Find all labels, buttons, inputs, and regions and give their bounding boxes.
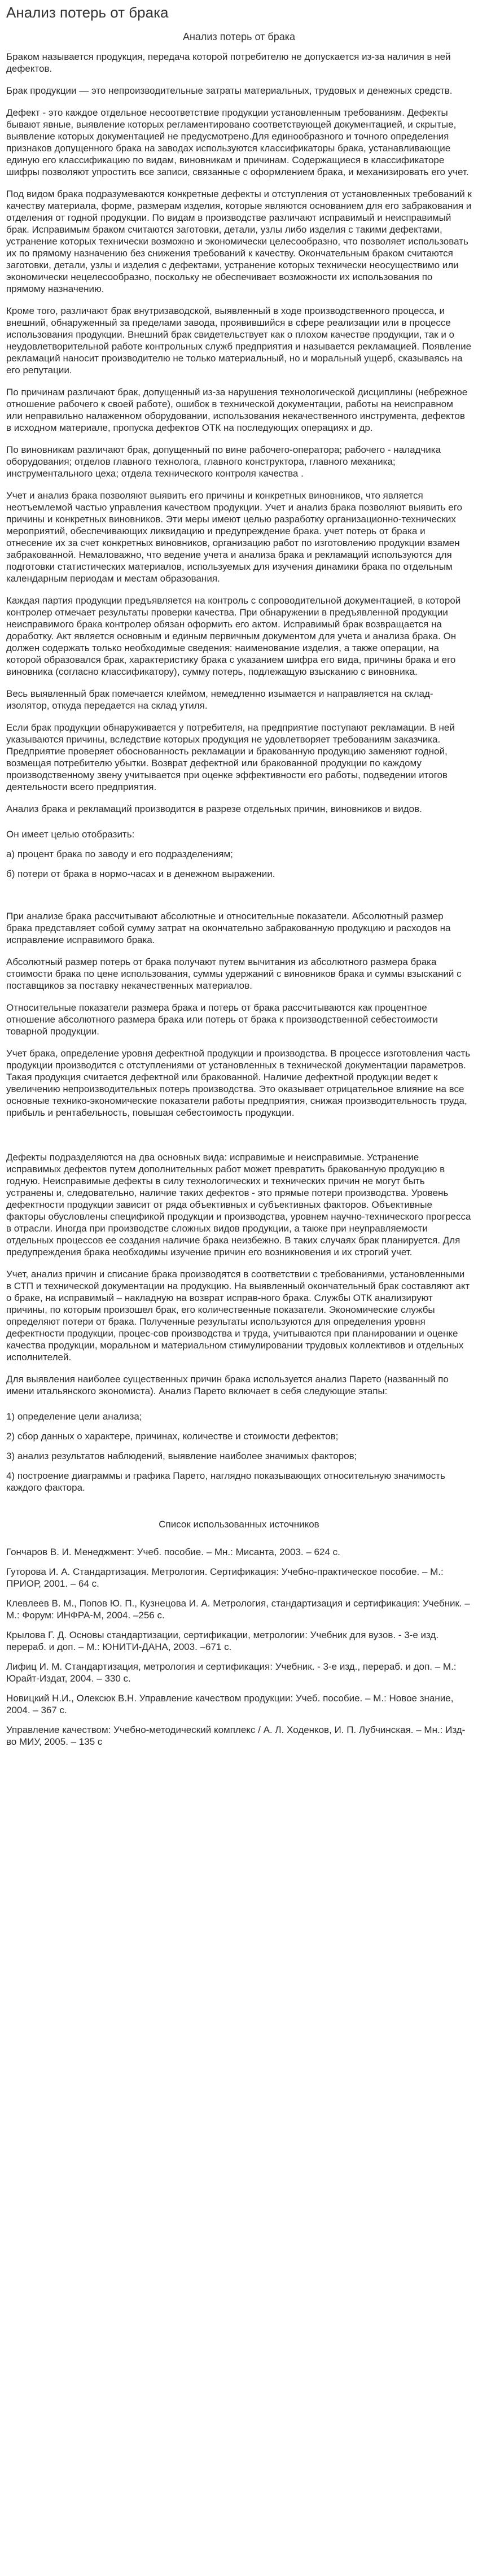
paragraph-culprits: По виновникам различают брак, допущенный по вине рабочего-оператора; рабочего - наладчика оборудования; отделов главного технолога, главного конструктора, главного механика; инструментального цеха; отдела технического контроля качества . xyxy=(6,444,441,479)
paragraph-intro-2: Брак продукции — это непроизводительные затраты материальных, трудовых и денежных средств. xyxy=(6,85,453,96)
page-title: Анализ потерь от брака xyxy=(6,4,169,21)
paragraph-claims: Если брак продукции обнаруживается у потребителя, на предприятие поступают рекламации. В ней указываются причины, вследствие которых продукция не удовлетворяет требованиям заказчика. Предприятие проверяет обоснованность рекламации и бракованную продукцию заменяют годной, возмещая потребителю убытки. Возврат дефектной или бракованной продукции по каждому производственному звену учитывается при оценке эффективности его работы, подведении итогов деятельности всего предприятия. xyxy=(6,722,455,792)
pareto-step: 4) построение диаграммы и графика Парето, наглядно показывающих относительную значимость каждого фактора. xyxy=(6,1470,445,1493)
paragraph-intro-3: Дефект - это каждое отдельное несоответствие продукции установленным требованиям. Дефекты бывают явные, выявление которых регламентировано соответствующей документацией, и скрытые, выявление которых документацией не предусмотрено.Для единообразного и точного определения признаков допущенного брака на заводах используются классификаторы брака, устанавливающие единую его классификацию по видам, виновникам и причинам. Содержащиеся в классификаторе шифры позволяют упростить все записи, связанные с оформлением брака, и механизировать его учет. xyxy=(6,107,469,177)
references-heading: Список использованных источников xyxy=(159,1519,319,1530)
reference-item: Лифиц И. М. Стандартизация, метрология и сертификация: Учебник. - 3-е изд., перераб. и доп. – М.: Юрайт-Издат, 2004. – 330 с. xyxy=(6,1661,457,1684)
paragraph-absolute-losses: Абсолютный размер потерь от брака получают путем вычитания из абсолютного размера брака стоимости брака по цене использования, суммы удержаний с виновников брака и суммы взысканий с поставщиков за поставку некачественных материалов. xyxy=(6,957,462,991)
document-page xyxy=(0,3,478,1748)
reference-item: Управление качеством: Учебно-методический комплекс / А. Л. Ходенков, И. П. Лубчинская. – Мн.: Изд-во МИУ, 2005. – 135 с xyxy=(6,1724,466,1747)
reference-item: Клевлеев В. М., Попов Ю. П., Кузнецова И. А. Метрология, стандартизация и сертификация: Учебник. – М.: Форум: ИНФРА-М, 2004. –256 с. xyxy=(6,1598,470,1621)
paragraph-internal-external: Кроме того, различают брак внутризаводской, выявленный в ходе производственного процесса, и внешний, обнаруженный за пределами завода, проявившийся в сфере реализации или в процессе использования продукции. Внешний брак свидетельствует как о плохом качестве продукции, так и о неудовлетворительной работе контрольных служб предприятия и называется рекламацией. Появление рекламаций наносит производителю не только материальный, но и моральный ущерб, сказываясь на его репутации. xyxy=(6,305,472,376)
paragraph-defect-kinds: Дефекты подразделяются на два основных вида: исправимые и неисправимые. Устранение исправимых дефектов путем дополнительных работ может превратить бракованную продукцию в годную. Неисправимые дефекты в силу технологических и технических причин не могут быть устранены и, следовательно, наличие таких дефектов - это прямые потери производства. Уровень дефектности продукции зависит от ряда объективных и субъективных факторов. Объективные факторы обусловлены спецификой продукции и производства, уровнем научно-технического прогресса в отрасли. Иногда при производстве сложных видов продукции, а также при неуправляемости отдельных процессов ее создания наличие брака неизбежно. В таких случаях брак планируется. Для предупреждения брака необходимы изучение причин его возникновения и их строгий учет. xyxy=(6,1152,471,1258)
paragraph-absolute: При анализе брака рассчитывают абсолютные и относительные показатели. Абсолютный размер брака представляет собой сумму затрат на окончательно забракованную продукцию и расходов на исправление исправимого брака. xyxy=(6,911,451,945)
paragraph-relative: Относительные показатели размера брака и потерь от брака рассчитываются как процентное отношение абсолютного размера брака или потерь от брака к производственной себестоимости товарной продукции. xyxy=(6,1002,438,1037)
reference-item: Гуторова И. А. Стандартизация. Метрология. Сертификация: Учебно-практическое пособие. – М.: ПРИОР, 2001. – 64 с. xyxy=(6,1566,444,1589)
indicator-item: б) потери от брака в нормо-часах и в денежном выражении. xyxy=(6,868,275,879)
indicator-item: а) процент брака по заводу и его подразделениям; xyxy=(6,849,233,859)
document-subtitle: Анализ потерь от брака xyxy=(182,31,296,42)
paragraph-accounting: Учет и анализ брака позволяют выявить его причины и конкретных виновников, что является неотъемлемой частью управления качеством продукции. Учет и анализ брака позволяют выявить его причины и конкретных виновников. Эти меры имеют целью разработку организационно-технических мероприятий, обеспечивающих ликвидацию и предупреждение брака. учет потерь от брака и отнесение их за счет конкретных виновников, организацию работ по изготовлению продукции взамен забракованной. Немаловажно, что ведение учета и анализа брака и рекламаций используются для подготовки статистических материалов, используемых для изучения динамики брака по отдельным календарным периодам и местам образования. xyxy=(6,490,462,584)
paragraph-marking: Весь выявленный брак помечается клеймом, немедленно изымается и направляется на склад-изолятор, откуда передается на склад утиля. xyxy=(6,688,433,711)
reference-item: Гончаров В. И. Менеджмент: Учеб. пособие. – Мн.: Мисанта, 2003. – 624 с. xyxy=(6,1547,340,1557)
reference-item: Новицкий Н.И., Олексюк В.Н. Управление качеством продукции: Учеб. пособие. – М.: Новое знание, 2004. – 367 с. xyxy=(6,1693,454,1715)
pareto-step: 1) определение цели анализа; xyxy=(6,1411,142,1422)
paragraph-batch-control: Каждая партия продукции предъявляется на контроль с сопроводительной документацией, в которой контролер отмечает результаты проверки качества. При обнаружении в предъявленной продукции неисправимого брака контролер обязан оформить его актом. Исправимый брак возвращается на доработку. Акт является основным и единым первичным документом для учета и анализа брака. Он должен содержать только необходимые сведения: наименование изделия, а также операции, на которой образовался брак, характеристику брака с указанием шифра его вида, причины брака и его виновника (согласно классификатору), сумму потерь, подлежащую взысканию с виновника. xyxy=(6,595,461,677)
paragraph-defect-level: Учет брака, определение уровня дефектной продукции и производства. В процессе изготовления часть продукции производится с отступлениями от установленных в технической документации параметров. Такая продукция считается дефектной или бракованной. Наличие дефектной продукции ведет к увеличению непроизводительных потерь производства. Это оказывает отрицательное влияние на все основные технико-экономические показатели работы предприятия, снижая производительность труда, прибыль и рентабельность, повышая себестоимость продукции. xyxy=(6,1048,471,1118)
reference-item: Крылова Г. Д. Основы стандартизации, сертификации, метрологии: Учебник для вузов. - 3-е изд. перераб. и доп. – М.: ЮНИТИ-ДАНА, 2003. –671 с. xyxy=(6,1630,439,1652)
paragraph-write-off: Учет, анализ причин и списание брака производятся в соответствии с требованиями, установленными в СТП и технической документации на продукцию. На выявленный окончательный брак составляют акт о браке, на исправимый – накладную на возврат исправ-ного брака. Службы ОТК анализируют причины, по которым произошел брак, его количественные показатели. Экономические службы определяют потери от брака. Полученные результаты используются для определения уровня дефектности продукции, процес-сов производства и труда, учитываются при планировании и оценке качества продукции, моральном и материальном стимулировании трудовых коллективов и отдельных исполнителей. xyxy=(6,1269,470,1363)
paragraph-intro-1: Браком называется продукция, передача которой потребителю не допускается из-за наличия в ней дефектов. xyxy=(6,51,451,74)
indicators-intro: Он имеет целью отобразить: xyxy=(6,829,135,840)
paragraph-analysis: Анализ брака и рекламаций производится в разрезе отдельных причин, виновников и видов. xyxy=(6,804,422,814)
pareto-step: 3) анализ результатов наблюдений, выявление наиболее значимых факторов; xyxy=(6,1451,357,1461)
pareto-step: 2) сбор данных о характере, причинах, количестве и стоимости дефектов; xyxy=(6,1431,339,1442)
paragraph-defect-types: Под видом брака подразумеваются конкретные дефекты и отступления от установленных требований к качеству материала, форме, размерам изделия, которые являются основанием для его забракования и отделения от годной продукции. По видам в производстве различают исправимый и неисправимый брак. Исправимым браком считаются заготовки, детали, узлы либо изделия с такими дефектами, устранение которых технически возможно и экономически целесообразно, что позволяет использовать их по прямому назначению без снижения требований к качеству. Окончательным браком считаются заготовки, детали, узлы и изделия с дефектами, устранение которых технически неосуществимо или экономически нецелесообразно, поскольку не обеспечивает возможности их использования по прямому назначению. xyxy=(6,189,472,294)
paragraph-causes: По причинам различают брак, допущенный из-за нарушения технологической дисциплины (небрежное отношение рабочего к своей работе), ошибок в технической документации, работы на неисправном или неправильно налаженном оборудовании, использования некачественного инструмента, дефектов в исходном материале, пропуска дефектов ОТК на последующих операциях и др. xyxy=(6,387,468,433)
paragraph-pareto: Для выявления наиболее существенных причин брака используется анализ Парето (названный по имени итальянского экономиста). Анализ Парето включает в себя следующие этапы: xyxy=(6,1374,449,1396)
